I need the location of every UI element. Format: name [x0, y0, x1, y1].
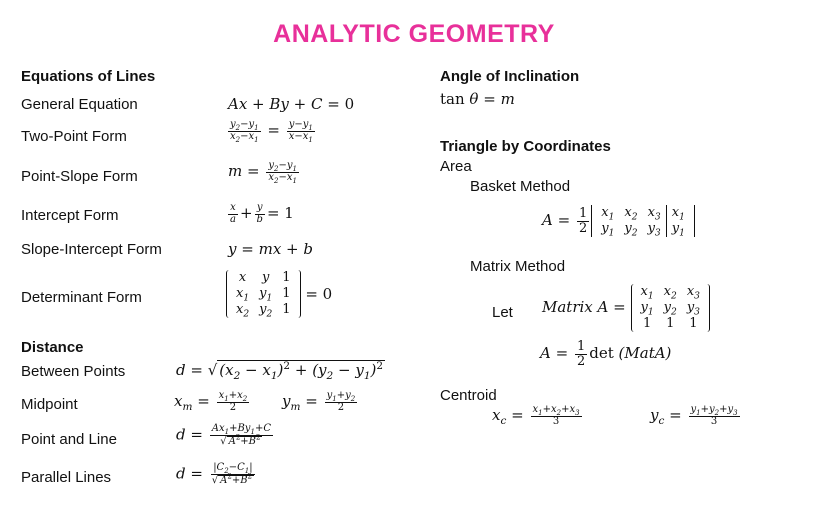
parallel-lines-formula: d = $\frac{|C_2-C_1|}{√ A^2+B^2}$	[176, 462, 253, 486]
slope-intercept-formula: y = mx + b	[228, 240, 313, 258]
angle-heading: Angle of Inclination	[440, 68, 580, 85]
determinant-label: Determinant Form	[21, 289, 142, 306]
general-equation-formula: Ax + By + C = 0	[228, 95, 355, 113]
determinant-formula: x y 1 $x_1$ $y_1$ 1 $x_2$ $y_2$ 1 = 0	[226, 270, 332, 318]
area-label: Area	[440, 158, 472, 175]
matrix-method-label: Matrix Method	[470, 258, 566, 275]
intercept-label: Intercept Form	[21, 207, 119, 224]
matrix-area-formula: A = $\frac{1}{2}$ det (MatA)	[540, 339, 672, 369]
point-slope-label: Point-Slope Form	[21, 168, 138, 185]
centroid-y-formula: $y_c$ = $\frac{y_1+y_2+y_3}{3}$	[650, 404, 738, 427]
midpoint-label: Midpoint	[21, 396, 78, 413]
lines-heading: Equations of Lines	[21, 68, 156, 85]
basket-method-label: Basket Method	[470, 178, 571, 195]
general-equation-label: General Equation	[21, 96, 138, 113]
two-point-label: Two-Point Form	[21, 128, 127, 145]
let-label: Let	[492, 304, 513, 321]
midpoint-x-formula: $x_m$ = $\frac{x_1+x_2}{2}$	[174, 390, 248, 413]
page-title: ANALYTIC GEOMETRY	[273, 20, 555, 48]
point-line-formula: d = $\frac{Ax_1+By_1+C}{√ A^2+B^2}$	[176, 423, 271, 447]
distance-heading: Distance	[21, 339, 84, 356]
basket-formula: A = $\frac{1}{2}$ $x_1$ $x_2$ $x_3$ $x_1$ $y_1$ $y_2$ $y_3$ $y_1$	[542, 205, 695, 237]
centroid-x-formula: $x_c$ = $\frac{x_1+x_2+x_3}{3}$	[492, 404, 580, 427]
angle-formula: tan θ = m	[440, 90, 515, 108]
midpoint-y-formula: $y_m$ = $\frac{y_1+y_2}{2}$	[282, 390, 356, 413]
centroid-label: Centroid	[440, 387, 497, 404]
intercept-formula: $\frac{x}{a}$ + $\frac{y}{b}$ = 1	[230, 202, 294, 225]
between-points-label: Between Points	[21, 363, 126, 380]
matrix-definition: Matrix A = $x_1$ $x_2$ $x_3$ $y_1$ $y_2$ $y_3$ 1 1 1	[542, 284, 710, 332]
triangle-heading: Triangle by Coordinates	[440, 138, 611, 155]
parallel-lines-label: Parallel Lines	[21, 469, 112, 486]
between-points-formula: d = √ $(x_2 - x_1)^2 + (y_2 - y_1)^2$	[176, 360, 384, 382]
point-slope-formula: m = $\frac{y_2-y_1}{x_2-x_1}$	[228, 160, 297, 185]
two-point-formula: $\frac{y_2-y_1}{x_2-x_1}$ = $\frac{y-y_1}{x-x_1}$	[230, 119, 313, 144]
point-line-label: Point and Line	[21, 431, 117, 448]
slope-intercept-label: Slope-Intercept Form	[21, 241, 162, 258]
